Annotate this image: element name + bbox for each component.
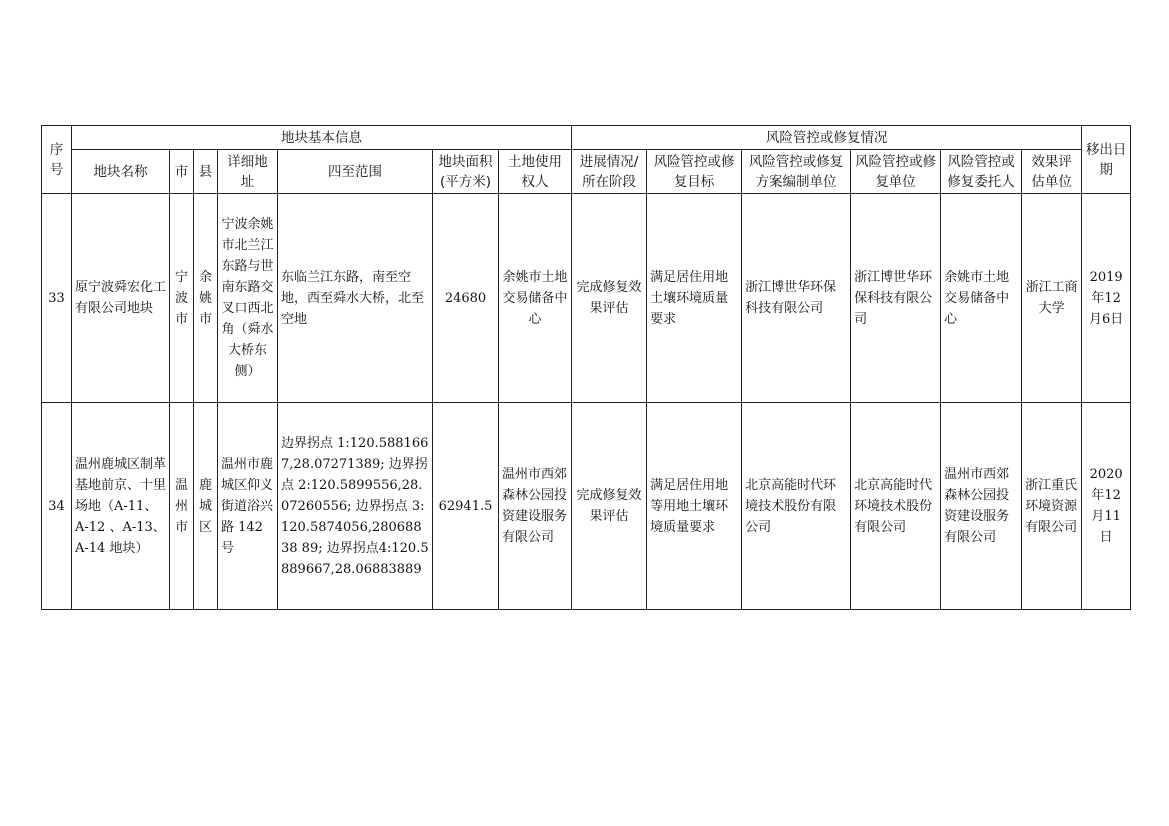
cell-plan-unit: 浙江博世华环保科技有限公司 <box>742 194 851 403</box>
header-row-columns <box>42 150 1131 194</box>
site-table <box>41 125 1131 610</box>
cell-city: 温州市 <box>170 403 194 610</box>
header-address: 详细地址 <box>218 150 278 194</box>
cell-eval-unit: 浙江重氏环境资源有限公司 <box>1022 403 1082 610</box>
cell-repair-unit: 浙江博世华环保科技有限公司 <box>851 194 941 403</box>
cell-address: 宁波余姚市北兰江东路与世南东路交叉口西北角（舜水大桥东侧） <box>218 194 278 403</box>
header-seq: 序号 <box>42 126 72 194</box>
header-eval-unit: 效果评估单位 <box>1022 150 1082 194</box>
cell-repair-unit: 北京高能时代环境技术股份有限公司 <box>851 403 941 610</box>
cell-move-date: 2020年12月11日 <box>1082 403 1131 610</box>
table-row <box>42 403 1131 610</box>
cell-address: 温州市鹿城区仰义街道浴兴路 142号 <box>218 403 278 610</box>
header-boundary: 四至范围 <box>278 150 433 194</box>
header-plan-unit: 风险管控或修复方案编制单位 <box>742 150 851 194</box>
header-repair-unit: 风险管控或修复单位 <box>851 150 941 194</box>
header-client: 风险管控或修复委托人 <box>941 150 1022 194</box>
cell-target: 满足居住用地土壤环境质量要求 <box>647 194 742 403</box>
header-county: 县 <box>194 150 218 194</box>
cell-boundary: 东临兰江东路，南至空地，西至舜水大桥，北至空地 <box>278 194 433 403</box>
header-row-group <box>42 126 1131 150</box>
header-group-risk: 风险管控或修复情况 <box>572 126 1082 150</box>
cell-eval-unit: 浙江工商大学 <box>1022 194 1082 403</box>
header-progress: 进展情况/所在阶段 <box>572 150 647 194</box>
cell-target: 满足居住用地等用地土壤环境质量要求 <box>647 403 742 610</box>
cell-county: 鹿城区 <box>194 403 218 610</box>
cell-progress: 完成修复效果评估 <box>572 194 647 403</box>
cell-boundary: 边界拐点 1:120.5881667,28.07271389; 边界拐点 2:120.5899556,28.07260556; 边界拐点 3:120.5874056,28068838 89; 边界拐点4:120.5889667,28.06883889 <box>278 403 433 610</box>
cell-plan-unit: 北京高能时代环境技术股份有限公司 <box>742 403 851 610</box>
cell-progress: 完成修复效果评估 <box>572 403 647 610</box>
cell-owner: 余姚市土地交易储备中心 <box>499 194 572 403</box>
header-city: 市 <box>170 150 194 194</box>
header-target: 风险管控或修复目标 <box>647 150 742 194</box>
cell-seq: 34 <box>42 403 72 610</box>
cell-name: 原宁波舜宏化工有限公司地块 <box>72 194 170 403</box>
cell-seq: 33 <box>42 194 72 403</box>
cell-owner: 温州市西郊森林公园投资建设服务有限公司 <box>499 403 572 610</box>
cell-move-date: 2019年12月6日 <box>1082 194 1131 403</box>
cell-area: 24680 <box>433 194 499 403</box>
cell-client: 温州市西郊森林公园投资建设服务有限公司 <box>941 403 1022 610</box>
header-group-basic: 地块基本信息 <box>72 126 572 150</box>
cell-county: 余姚市 <box>194 194 218 403</box>
table-row <box>42 194 1131 403</box>
cell-area: 62941.5 <box>433 403 499 610</box>
header-name: 地块名称 <box>72 150 170 194</box>
cell-city: 宁波市 <box>170 194 194 403</box>
header-move-date: 移出日期 <box>1082 126 1131 194</box>
header-area: 地块面积(平方米) <box>433 150 499 194</box>
cell-name: 温州鹿城区制革基地前京、十里场地（A-11、A-12 、A-13、A-14 地块） <box>72 403 170 610</box>
header-owner: 土地使用权人 <box>499 150 572 194</box>
cell-client: 余姚市土地交易储备中心 <box>941 194 1022 403</box>
